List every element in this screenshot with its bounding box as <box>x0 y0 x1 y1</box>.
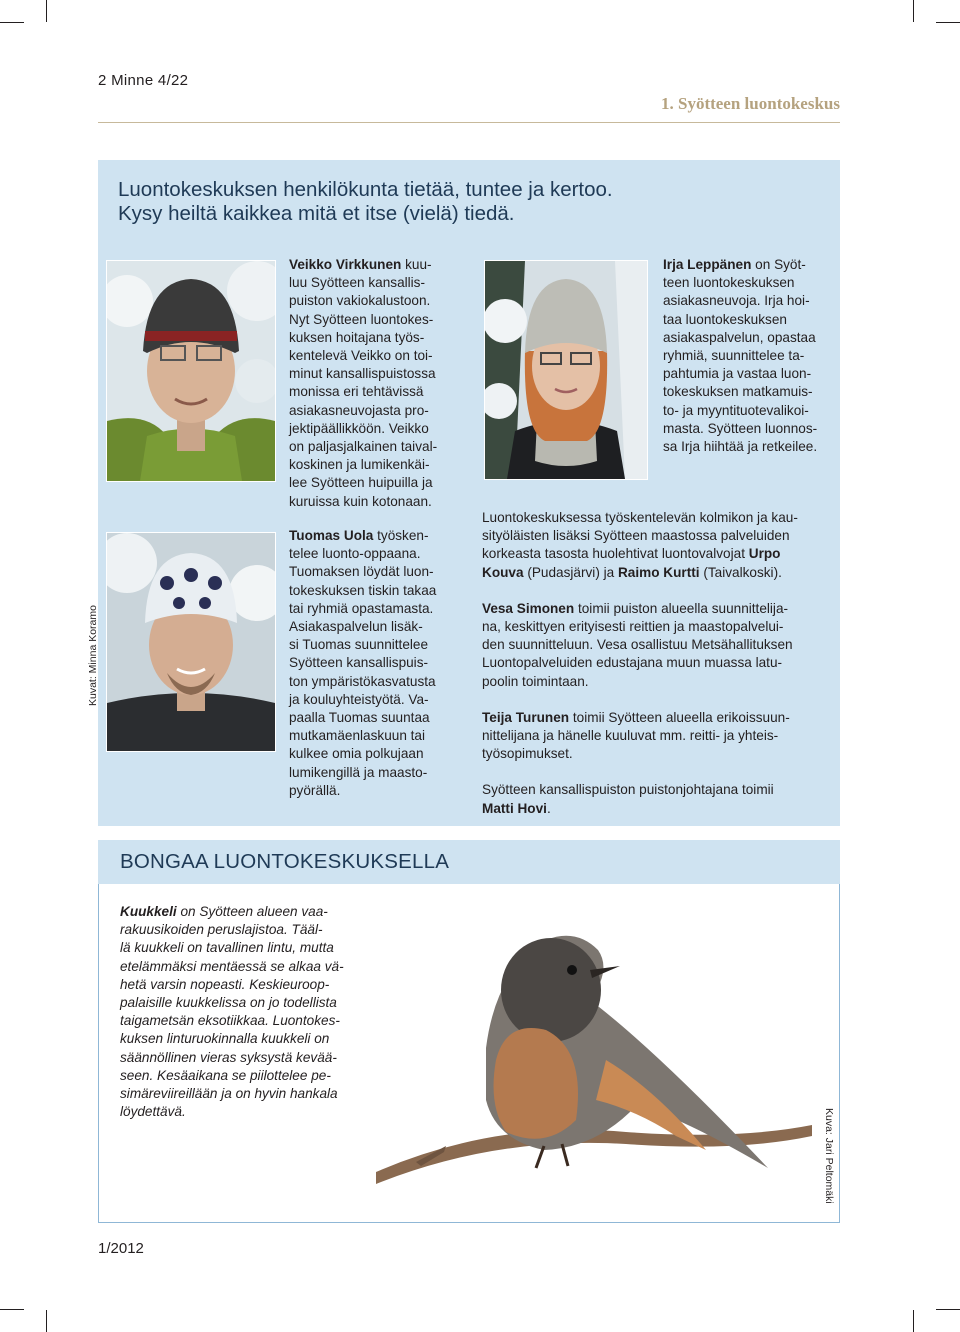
bongaa-bird-name: Kuukkeli <box>120 904 177 919</box>
irja-name: Irja Leppänen <box>663 257 752 272</box>
tuomas-line: tokeskuksen tiskin takaa <box>289 582 437 598</box>
irja-line: teen luontokeskuksen <box>663 275 795 291</box>
tuomas-line: telee luonto-oppaana. <box>289 546 421 562</box>
irja-line: asiakasneuvoja. Irja hoi- <box>663 293 810 309</box>
bongaa-line: rakuusikoiden peruslajistoa. Tääl- <box>120 922 323 938</box>
tuomas-line: työsken- <box>377 528 429 543</box>
bongaa-line: hetä varsin nopeasti. Keskieuroop- <box>120 976 330 992</box>
issue-number: 1/2012 <box>98 1240 144 1257</box>
panel-title-line2: Kysy heiltä kaikkea mitä et itse (vielä) tiedä. <box>118 202 515 225</box>
veikko-line: monissa eri tehtävissä <box>289 384 424 400</box>
crop-mark <box>913 0 914 22</box>
veikko-line: kentelevä Veikko on toi- <box>289 348 433 364</box>
staff-paragraphs <box>482 509 828 836</box>
bongaa-line: simäreviireillään ja on hyvin hankala <box>120 1086 338 1102</box>
irja-photo <box>484 260 648 480</box>
bongaa-line: lä kuukkeli on tavallinen lintu, mutta <box>120 940 334 956</box>
bongaa-title: BONGAA LUONTOKESKUKSELLA <box>120 850 450 873</box>
tuomas-line: Syötteen kansallispuis- <box>289 655 429 671</box>
irja-line: asiakaspalvelun, opastaa <box>663 329 816 345</box>
bongaa-line: kuksen linturuokinnalla kuukkeli on <box>120 1031 330 1047</box>
crop-mark <box>46 0 47 22</box>
panel-title-line1: Luontokeskuksen henkilökunta tietää, tuntee ja kertoo. <box>118 178 613 201</box>
veikko-line: on paljasjalkainen taival- <box>289 439 438 455</box>
irja-line: masta. Syötteen luonnos- <box>663 420 818 436</box>
paragraph-matti: Syötteen kansallispuiston puistonjohtajana toimii Matti Hovi. <box>482 782 774 816</box>
tuomas-line: ton ympäristökasvatusta <box>289 673 436 689</box>
irja-line: tokeskuksen matkamuis- <box>663 384 813 400</box>
veikko-line: lee Syötteen huipuilla ja <box>289 475 433 491</box>
section-title: 1. Syötteen luontokeskus <box>660 94 840 113</box>
veikko-photo <box>106 260 276 482</box>
paragraph-teija: Teija Turunen toimii Syötteen alueella erikoissuun- nittelijana ja hänelle kuuluvat mm. reitti- ja yhteis- työsopimukset. <box>482 709 790 762</box>
irja-line: pahtumia ja vastaa luon- <box>663 366 812 382</box>
tuomas-line: Asiakaspalvelun lisäk- <box>289 619 423 635</box>
paragraph-vesa: Vesa Simonen toimii puiston alueella suunnittelija- na, keskittyen erityisesti reittien ja maastopalvelui- den suunnitteluun. Vesa osallistuu Metsähallituksen Luontopalveluiden edustajana muun muassa latu- poolin toimintaan. <box>482 600 793 689</box>
page-number: 2 Minne 4/22 <box>98 72 189 89</box>
bongaa-line: etelämmäksi mentäessä se alkaa vä- <box>120 958 344 974</box>
tuomas-caption <box>289 527 451 800</box>
bongaa-line: palaisille kuukkelissa on jo todellista <box>120 995 337 1011</box>
veikko-line: puiston vakiokalustoon. <box>289 293 431 309</box>
tuomas-line: Tuomaksen löydät luon- <box>289 564 434 580</box>
tuomas-line: si Tuomas suunnittelee <box>289 637 429 653</box>
bongaa-text <box>120 903 358 1121</box>
tuomas-line: lumikengillä ja maasto- <box>289 764 428 780</box>
irja-line: sa Irja hiihtää ja retkeilee. <box>663 439 818 455</box>
irja-line: ryhmiä, suunnittelee ta- <box>663 348 805 364</box>
bongaa-line: taigametsän eksotiikkaa. Luontokes- <box>120 1013 340 1029</box>
bongaa-line: löydettävä. <box>120 1104 186 1120</box>
crop-mark <box>46 1310 47 1332</box>
panel-title <box>118 178 818 226</box>
crop-mark <box>936 22 960 23</box>
siberian-jay-photo <box>376 900 812 1204</box>
veikko-line: minut kansallispuistossa <box>289 366 436 382</box>
crop-mark <box>936 1309 960 1310</box>
veikko-line: jektipäällikköön. Veikko <box>289 420 429 436</box>
paragraph-rangers: Luontokeskuksessa työskentelevän kolmikon ja kau- sityöläisten lisäksi Syötteen maastossa palveluiden korkeasta tasosta huolehtivat luontovalvojat Urpo Kouva (Pudasjärvi) ja Raimo Kurtti (Taivalkoski). <box>482 510 798 580</box>
tuomas-line: pyörällä. <box>289 782 341 798</box>
veikko-line: kuu- <box>405 257 432 272</box>
bongaa-line: säännöllinen vieras syksystä kevää- <box>120 1049 337 1065</box>
tuomas-line: mutkamäenlaskuun tai <box>289 728 426 744</box>
tuomas-name: Tuomas Uola <box>289 528 374 543</box>
bird-photo-credit: Kuva: Jari Peltomäki <box>823 1108 835 1204</box>
crop-mark <box>0 1309 24 1310</box>
bongaa-line: on Syötteen alueen vaa- <box>180 904 328 919</box>
irja-line: to- ja myyntituotevalikoi- <box>663 402 809 418</box>
bongaa-line: seen. Kesäaikana se piilottelee pe- <box>120 1067 331 1083</box>
veikko-line: kuksen hoitajana työs- <box>289 329 425 345</box>
tuomas-line: tai ryhmiä opastamasta. <box>289 600 434 616</box>
irja-caption <box>663 256 828 456</box>
tuomas-line: kulkee omia polkujaan <box>289 746 424 762</box>
tuomas-line: paalla Tuomas suuntaa <box>289 710 430 726</box>
veikko-caption <box>289 256 451 511</box>
crop-mark <box>0 22 24 23</box>
tuomas-line: ja kouluyhteistyötä. Va- <box>289 691 429 707</box>
veikko-line: Nyt Syötteen luontokes- <box>289 311 434 327</box>
photo-credit: Kuvat: Minna Koramo <box>87 605 99 706</box>
irja-line: taa luontokeskuksen <box>663 311 787 327</box>
veikko-line: asiakasneuvojasta pro- <box>289 402 429 418</box>
veikko-line: luu Syötteen kansallis- <box>289 275 426 291</box>
crop-mark <box>913 1310 914 1332</box>
irja-line: on Syöt- <box>755 257 806 272</box>
header-rule <box>98 122 840 123</box>
tuomas-photo <box>106 532 276 752</box>
veikko-line: koskinen ja lumikenkäi- <box>289 457 430 473</box>
veikko-line: kuruissa kuin kotonaan. <box>289 493 432 509</box>
veikko-name: Veikko Virkkunen <box>289 257 402 272</box>
